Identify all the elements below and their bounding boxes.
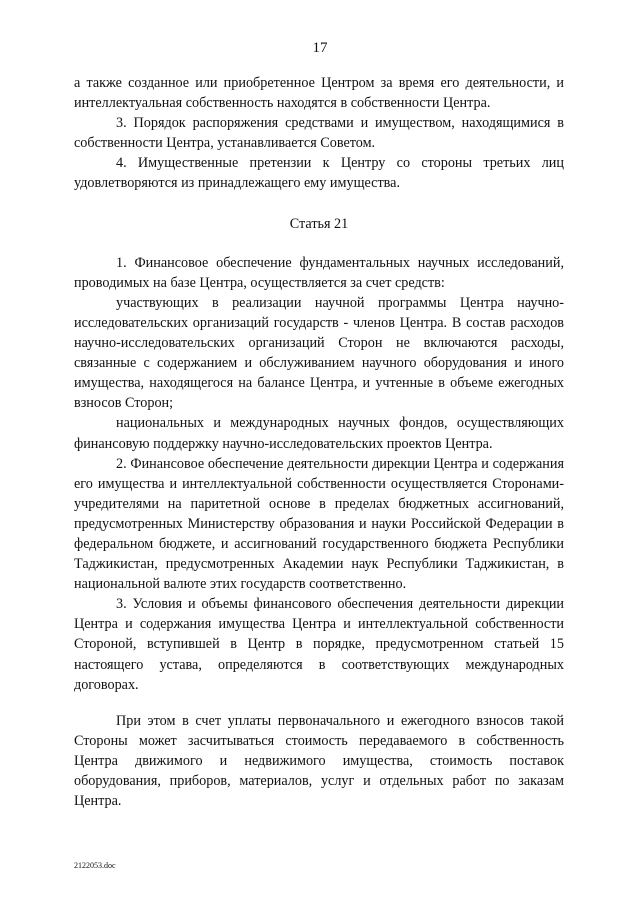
article-paragraph-1-source-a: участвующих в реализации научной программы Центра научно-исследовательских организаций государств - членов Центра. В состав расходов научно-исследовательских организаций Сторон не включаются расходы, связанные с содержанием и обслуживанием научного оборудования и иного имущества, находящегося на балансе Центра, и учтенные в объеме ежегодных взносов Сторон;	[74, 294, 564, 412]
article-paragraph-1: 1. Финансовое обеспечение фундаментальных научных исследований, проводимых на базе Центра, осуществляется за счет средств:	[74, 254, 564, 291]
footer-filename: 2122053.doc	[74, 861, 116, 870]
paragraph-continuation: а также созданное или приобретенное Центром за время его деятельности, и интеллектуальная собственность находятся в собственности Центра.	[74, 75, 564, 112]
article-paragraph-1-source-b: национальных и международных научных фондов, осуществляющих финансовую поддержку научно-исследовательских проектов Центра.	[74, 415, 564, 452]
article-paragraph-3-note: При этом в счет уплаты первоначального и ежегодного взносов такой Стороны может засчитываться стоимость передаваемого в собственность Центра движимого и недвижимого имущества, стоимость поставок оборудования, приборов, материалов, услуг и отдельных работ по заказам Центра.	[74, 712, 564, 810]
article-paragraph-2: 2. Финансовое обеспечение деятельности дирекции Центра и содержания его имущества и интеллектуальной собственности осуществляется Сторонами-учредителями на паритетной основе в пределах бюджетных ассигнований, предусмотренных Министерству образования и науки Российской Федерации в федеральном бюджете, и ассигнований государственного бюджета Республики Таджикистан, предусмотренных Академии наук Республики Таджикистан, в национальной валюте этих государств соответственно.	[74, 455, 564, 593]
paragraph-item-4: 4. Имущественные претензии к Центру со стороны третьих лиц удовлетворяются из принадлежащего ему имущества.	[74, 155, 564, 192]
page-number: 17	[312, 40, 328, 56]
paragraph-item-3: 3. Порядок распоряжения средствами и имуществом, находящимися в собственности Центра, устанавливается Советом.	[74, 115, 564, 152]
document-body	[74, 73, 564, 811]
article-paragraph-3: 3. Условия и объемы финансового обеспечения деятельности дирекции Центра и содержания имущества Центра и интеллектуальной собственности Стороной, вступившей в Центр в порядке, предусмотренном статьей 15 настоящего устава, определяются в соответствующих международных договорах.	[74, 596, 564, 693]
article-title: Статья 21	[289, 215, 349, 232]
